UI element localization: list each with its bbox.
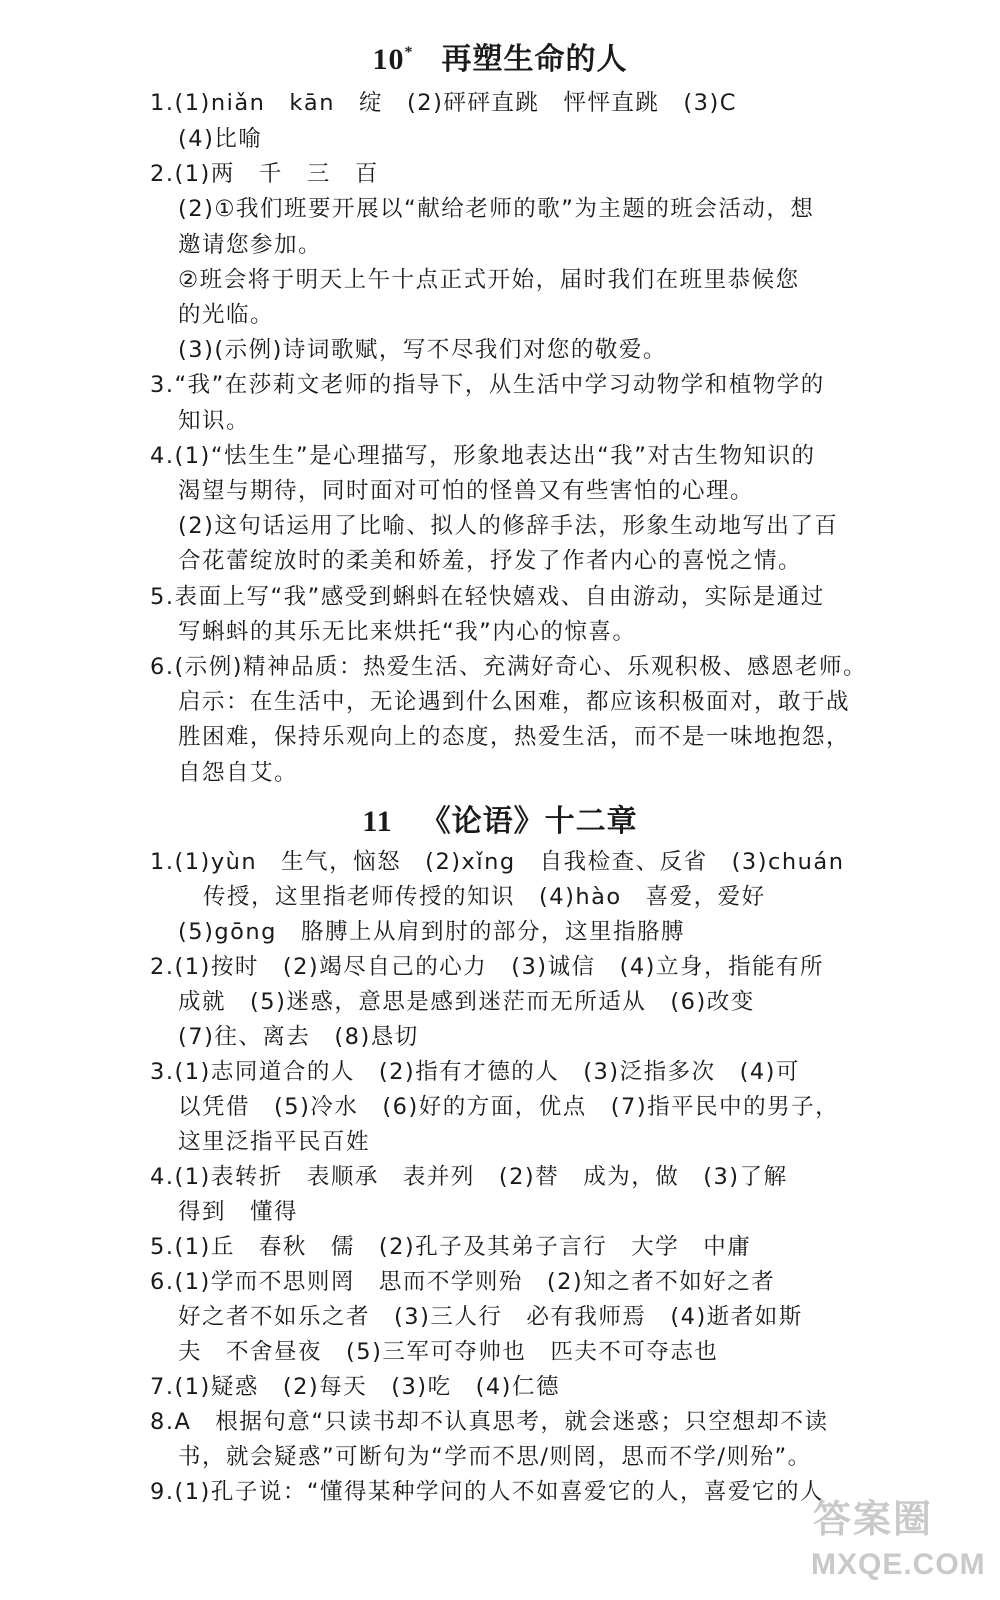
answer-line: 传授，这里指老师传授的知识 (4)hào 喜爱，爱好 (203, 884, 766, 910)
answer-line: 7.(1)疑惑 (2)每天 (3)吃 (4)仁德 (150, 1374, 560, 1400)
answer-line: 6.(1)学而不思则罔 思而不学则殆 (2)知之者不如好之者 (150, 1269, 776, 1295)
section-10-heading: 再塑生命的人 (441, 42, 628, 77)
answer-line: (2)①我们班要开展以“献给老师的歌”为主题的班会活动，想 (178, 196, 815, 222)
answer-line: 3.(1)志同道合的人 (2)指有才德的人 (3)泛指多次 (4)可 (150, 1059, 800, 1085)
watermark-url: MXQE.COM (811, 1548, 986, 1581)
answer-line: 得到 懂得 (178, 1199, 299, 1225)
answer-line: 5.(1)丘 春秋 儒 (2)孔子及其弟子言行 大学 中庸 (150, 1234, 752, 1260)
answer-line: 3.“我”在莎莉文老师的指导下，从生活中学习动物学和植物学的 (150, 372, 825, 398)
answer-line: 1.(1)yùn 生气，恼怒 (2)xǐng 自我检查、反省 (3)chuán (150, 849, 845, 875)
answer-line: 启示：在生活中，无论遇到什么困难，都应该积极面对，敢于战 (178, 689, 851, 715)
answer-line: 胜困难，保持乐观向上的态度，热爱生活，而不是一味地抱怨， (178, 724, 851, 750)
watermark-logo-text: 答案圈 (813, 1499, 934, 1541)
answer-line: 知识。 (178, 408, 251, 434)
answer-line: 渴望与期待，同时面对可怕的怪兽又有些害怕的心理。 (178, 478, 755, 504)
answer-line: 好之者不如乐之者 (3)三人行 必有我师焉 (4)逝者如斯 (178, 1304, 803, 1330)
answer-line: 这里泛指平民百姓 (178, 1129, 371, 1155)
answer-line: 2.(1)两 千 三 百 (150, 161, 379, 187)
answer-line: 夫 不舍昼夜 (5)三军可夺帅也 匹夫不可夺志也 (178, 1339, 719, 1365)
answer-line: (2)这句话运用了比喻、拟人的修辞手法，形象生动地写出了百 (178, 513, 839, 539)
answer-line: 自怨自艾。 (178, 760, 299, 786)
answer-line: 6.(示例)精神品质：热爱生活、充满好奇心、乐观积极、感恩老师。 (150, 654, 868, 680)
answer-line: (5)gōng 胳膊上从肩到肘的部分，这里指胳膊 (178, 919, 685, 945)
answer-line: 8.A 根据句意“只读书却不认真思考，就会迷惑；只空想却不读 (150, 1409, 829, 1435)
answer-line: 以凭借 (5)冷水 (6)好的方面，优点 (7)指平民中的男子， (178, 1094, 840, 1120)
answer-line: (4)比喻 (178, 126, 263, 152)
answer-line: 的光临。 (178, 302, 275, 328)
answer-line: (7)往、离去 (8)恳切 (178, 1024, 419, 1050)
section-11-title (0, 796, 1000, 840)
answer-line: 2.(1)按时 (2)竭尽自己的心力 (3)诚信 (4)立身，指能有所 (150, 954, 824, 980)
answer-line: 4.(1)表转折 表顺承 表并列 (2)替 成为，做 (3)了解 (150, 1164, 788, 1190)
section-10-title (0, 34, 1000, 78)
answer-line: 1.(1)niǎn kān 绽 (2)砰砰直跳 怦怦直跳 (3)C (150, 90, 737, 116)
answer-line: ②班会将于明天上午十点正式开始，届时我们在班里恭候您 (178, 267, 800, 293)
section-11-heading: 《论语》十二章 (420, 804, 638, 839)
answer-line: 合花蕾绽放时的柔美和娇羞，抒发了作者内心的喜悦之情。 (178, 548, 803, 574)
answer-line: 书，就会疑惑”可断句为“学而不思/则罔，思而不学/则殆”。 (178, 1444, 812, 1470)
answer-line: 4.(1)“怯生生”是心理描写，形象地表达出“我”对古生物知识的 (150, 443, 816, 469)
answer-line: 邀请您参加。 (178, 232, 323, 258)
section-11-number: 11 (362, 805, 393, 838)
answer-line: (3)(示例)诗词歌赋，写不尽我们对您的敬爱。 (178, 337, 667, 363)
section-10-number: 10* (372, 43, 414, 76)
answer-line: 成就 (5)迷惑，意思是感到迷茫而无所适从 (6)改变 (178, 989, 755, 1015)
answer-line: 9.(1)孔子说：“懂得某种学问的人不如喜爱它的人，喜爱它的人 (150, 1479, 824, 1505)
answer-line: 5.表面上写“我”感受到蝌蚪在轻快嬉戏、自由游动，实际是通过 (150, 584, 825, 610)
site-watermark (805, 1478, 995, 1593)
answer-line: 写蝌蚪的其乐无比来烘托“我”内心的惊喜。 (178, 619, 637, 645)
